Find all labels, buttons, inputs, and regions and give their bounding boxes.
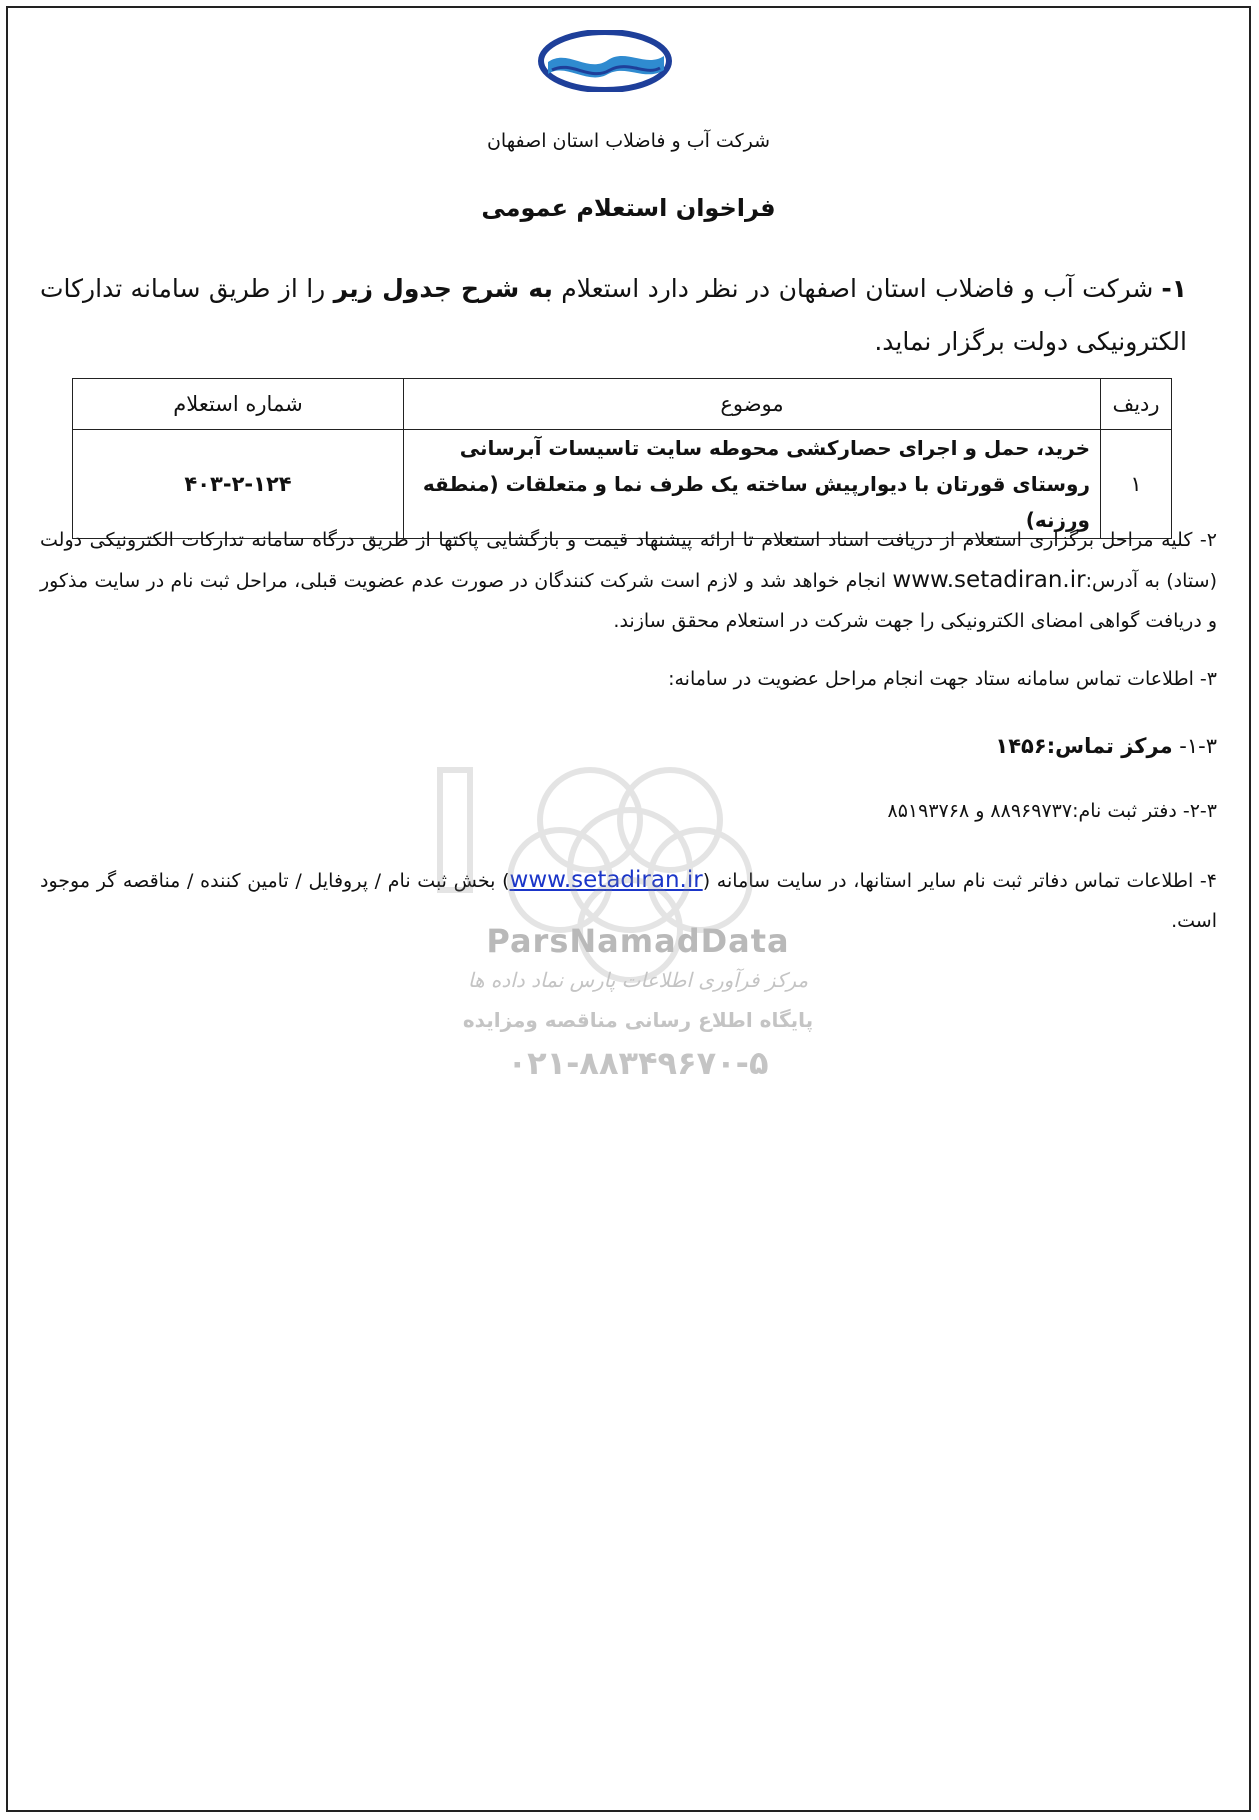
paragraph-3: ۳- اطلاعات تماس سامانه ستاد جهت انجام مراحل عضویت در سامانه: [668, 668, 1217, 690]
watermark-line-2: پایگاه اطلاع رسانی مناقصه ومزایده [462, 1008, 814, 1032]
paragraph-1-text-a: شرکت آب و فاضلاب استان اصفهان در نظر دارد استعلام [552, 274, 1154, 303]
table-header-row [73, 379, 1172, 430]
paragraph-1-number: ۱- [1161, 274, 1187, 303]
watermark-brand: ParsNamadData [486, 922, 790, 960]
watermark-phone: ۰۲۱-۸۸۳۴۹۶۷۰-۵ [507, 1044, 769, 1082]
cell-inquiry-number: ۴۰۳-۲-۱۲۴ [73, 430, 404, 539]
setadiran-link[interactable]: www.setadiran.ir [509, 867, 703, 893]
paragraph-3-1 [40, 734, 1217, 758]
paragraph-2-text-a: ۲- کلیه مراحل برگزاری استعلام از دریافت اسناد استعلام تا ارائه پیشنهاد قیمت و بازگشایی پاکتها از طریق درگاه سامانه تدارکات الکترونیکی دولت (ستاد) به آدرس: [40, 529, 1217, 592]
paragraph-1-emphasis: به شرح جدول زیر [333, 274, 553, 303]
inquiry-table [72, 378, 1172, 539]
setadiran-address: www.setadiran.ir [892, 567, 1086, 593]
paragraph-3-1-prefix: ۱-۳- [1172, 734, 1217, 758]
paragraph-1-text-b: را از طریق سامانه تدارکات الکترونیکی دولت برگزار نماید. [40, 274, 1187, 356]
paragraph-3-2: ۲-۳- دفتر ثبت نام:۸۸۹۶۹۷۳۷ و ۸۵۱۹۳۷۶۸ [887, 800, 1217, 822]
paragraph-4-text-a: ۴- اطلاعات تماس دفاتر ثبت نام سایر استانها، در سایت سامانه ( [702, 870, 1217, 892]
header-row-number: ردیف [1101, 379, 1172, 430]
paragraph-4-text-b: ) بخش ثبت نام / پروفایل / تامین کننده / مناقصه گر موجود است. [40, 870, 1217, 932]
header-inquiry-number: شماره استعلام [73, 379, 404, 430]
organization-name: شرکت آب و فاضلاب استان اصفهان [486, 130, 771, 152]
call-center-label: مرکز تماس:۱۴۵۶ [995, 734, 1173, 758]
cell-row-number: ۱ [1101, 430, 1172, 539]
watermark-line-1: مرکز فرآوری اطلاعات پارس نماد داده ها [467, 968, 809, 992]
paragraph-2 [40, 520, 1217, 641]
paragraph-1 [40, 262, 1217, 368]
cell-subject: خرید، حمل و اجرای حصارکشی محوطه سایت تاسیسات آبرسانی روستای قورتان با دیوارپیش ساخته یک طرف نما و متعلقات (منطقه ورزنه) [404, 430, 1101, 539]
paragraph-2-text-b: انجام خواهد شد و لازم است شرکت کنندگان در صورت عدم عضویت قبلی، مراحل ثبت نام در سایت مذکور و دریافت گواهی امضای الکترونیکی را جهت شرکت در استعلام محقق سازند. [40, 570, 1217, 632]
header-subject: موضوع [404, 379, 1101, 430]
company-logo [538, 30, 672, 92]
page-title: فراخوان استعلام عمومی [481, 194, 776, 222]
